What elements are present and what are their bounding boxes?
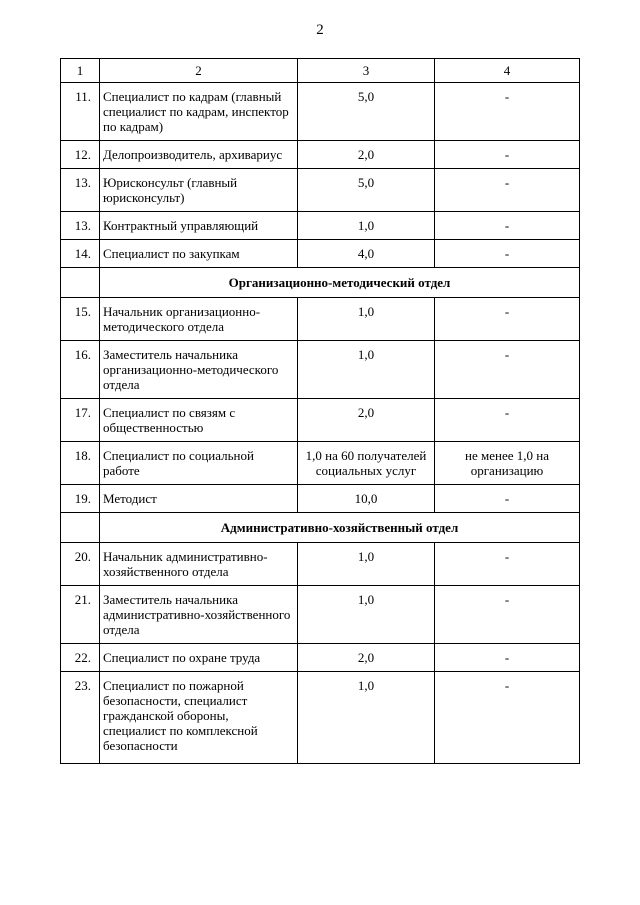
staff-units: 1,0 — [298, 672, 435, 764]
note: - — [435, 169, 580, 212]
row-number: 19. — [61, 485, 100, 513]
staff-units: 2,0 — [298, 141, 435, 169]
staff-units: 1,0 — [298, 543, 435, 586]
section-number-cell — [61, 513, 100, 543]
note: - — [435, 141, 580, 169]
position-name: Заместитель начальника организационно-методического отдела — [100, 341, 298, 399]
section-row — [61, 513, 580, 543]
position-name: Специалист по кадрам (главный специалист по кадрам, инспектор по кадрам) — [100, 83, 298, 141]
table-header-row — [61, 59, 580, 83]
staff-units: 5,0 — [298, 169, 435, 212]
position-name: Заместитель начальника административно-хозяйственного отдела — [100, 586, 298, 644]
table-row — [61, 485, 580, 513]
staff-units: 2,0 — [298, 399, 435, 442]
position-name: Контрактный управляющий — [100, 212, 298, 240]
column-header: 1 — [61, 59, 100, 83]
position-name: Делопроизводитель, архивариус — [100, 141, 298, 169]
staff-units: 4,0 — [298, 240, 435, 268]
note: - — [435, 240, 580, 268]
note: - — [435, 485, 580, 513]
row-number: 22. — [61, 644, 100, 672]
staffing-table — [60, 58, 580, 764]
row-number: 11. — [61, 83, 100, 141]
table-row — [61, 141, 580, 169]
position-name: Начальник административно-хозяйственного отдела — [100, 543, 298, 586]
note: - — [435, 83, 580, 141]
position-name: Методист — [100, 485, 298, 513]
staff-units: 1,0 — [298, 212, 435, 240]
position-name: Специалист по пожарной безопасности, специалист гражданской обороны, специалист по комплексной безопасности — [100, 672, 298, 764]
position-name: Специалист по социальной работе — [100, 442, 298, 485]
position-name: Специалист по закупкам — [100, 240, 298, 268]
row-number: 18. — [61, 442, 100, 485]
table-row — [61, 240, 580, 268]
position-name: Специалист по связям с общественностью — [100, 399, 298, 442]
section-title: Организационно-методический отдел — [100, 268, 580, 298]
note: не менее 1,0 на организацию — [435, 442, 580, 485]
note: - — [435, 672, 580, 764]
row-number: 14. — [61, 240, 100, 268]
row-number: 17. — [61, 399, 100, 442]
section-number-cell — [61, 268, 100, 298]
table-row — [61, 672, 580, 764]
note: - — [435, 644, 580, 672]
staff-units: 1,0 — [298, 341, 435, 399]
table-row — [61, 399, 580, 442]
staff-units: 1,0 на 60 получателей социальных услуг — [298, 442, 435, 485]
note: - — [435, 399, 580, 442]
staff-units: 2,0 — [298, 644, 435, 672]
column-header: 3 — [298, 59, 435, 83]
staff-units: 5,0 — [298, 83, 435, 141]
row-number: 15. — [61, 298, 100, 341]
staff-units: 1,0 — [298, 586, 435, 644]
note: - — [435, 212, 580, 240]
note: - — [435, 586, 580, 644]
note: - — [435, 543, 580, 586]
table-row — [61, 169, 580, 212]
position-name: Юрисконсульт (главный юрисконсульт) — [100, 169, 298, 212]
table-row — [61, 644, 580, 672]
position-name: Специалист по охране труда — [100, 644, 298, 672]
row-number: 13. — [61, 212, 100, 240]
table-row — [61, 341, 580, 399]
staff-units: 1,0 — [298, 298, 435, 341]
section-title: Административно-хозяйственный отдел — [100, 513, 580, 543]
row-number: 12. — [61, 141, 100, 169]
table-row — [61, 83, 580, 141]
page-number: 2 — [316, 22, 324, 38]
column-header: 2 — [100, 59, 298, 83]
row-number: 20. — [61, 543, 100, 586]
section-row — [61, 268, 580, 298]
position-name: Начальник организационно-методического отдела — [100, 298, 298, 341]
note: - — [435, 298, 580, 341]
row-number: 23. — [61, 672, 100, 764]
note: - — [435, 341, 580, 399]
table-row — [61, 442, 580, 485]
row-number: 21. — [61, 586, 100, 644]
table-row — [61, 543, 580, 586]
row-number: 13. — [61, 169, 100, 212]
column-header: 4 — [435, 59, 580, 83]
staff-units: 10,0 — [298, 485, 435, 513]
table-row — [61, 586, 580, 644]
row-number: 16. — [61, 341, 100, 399]
table-row — [61, 298, 580, 341]
table-row — [61, 212, 580, 240]
